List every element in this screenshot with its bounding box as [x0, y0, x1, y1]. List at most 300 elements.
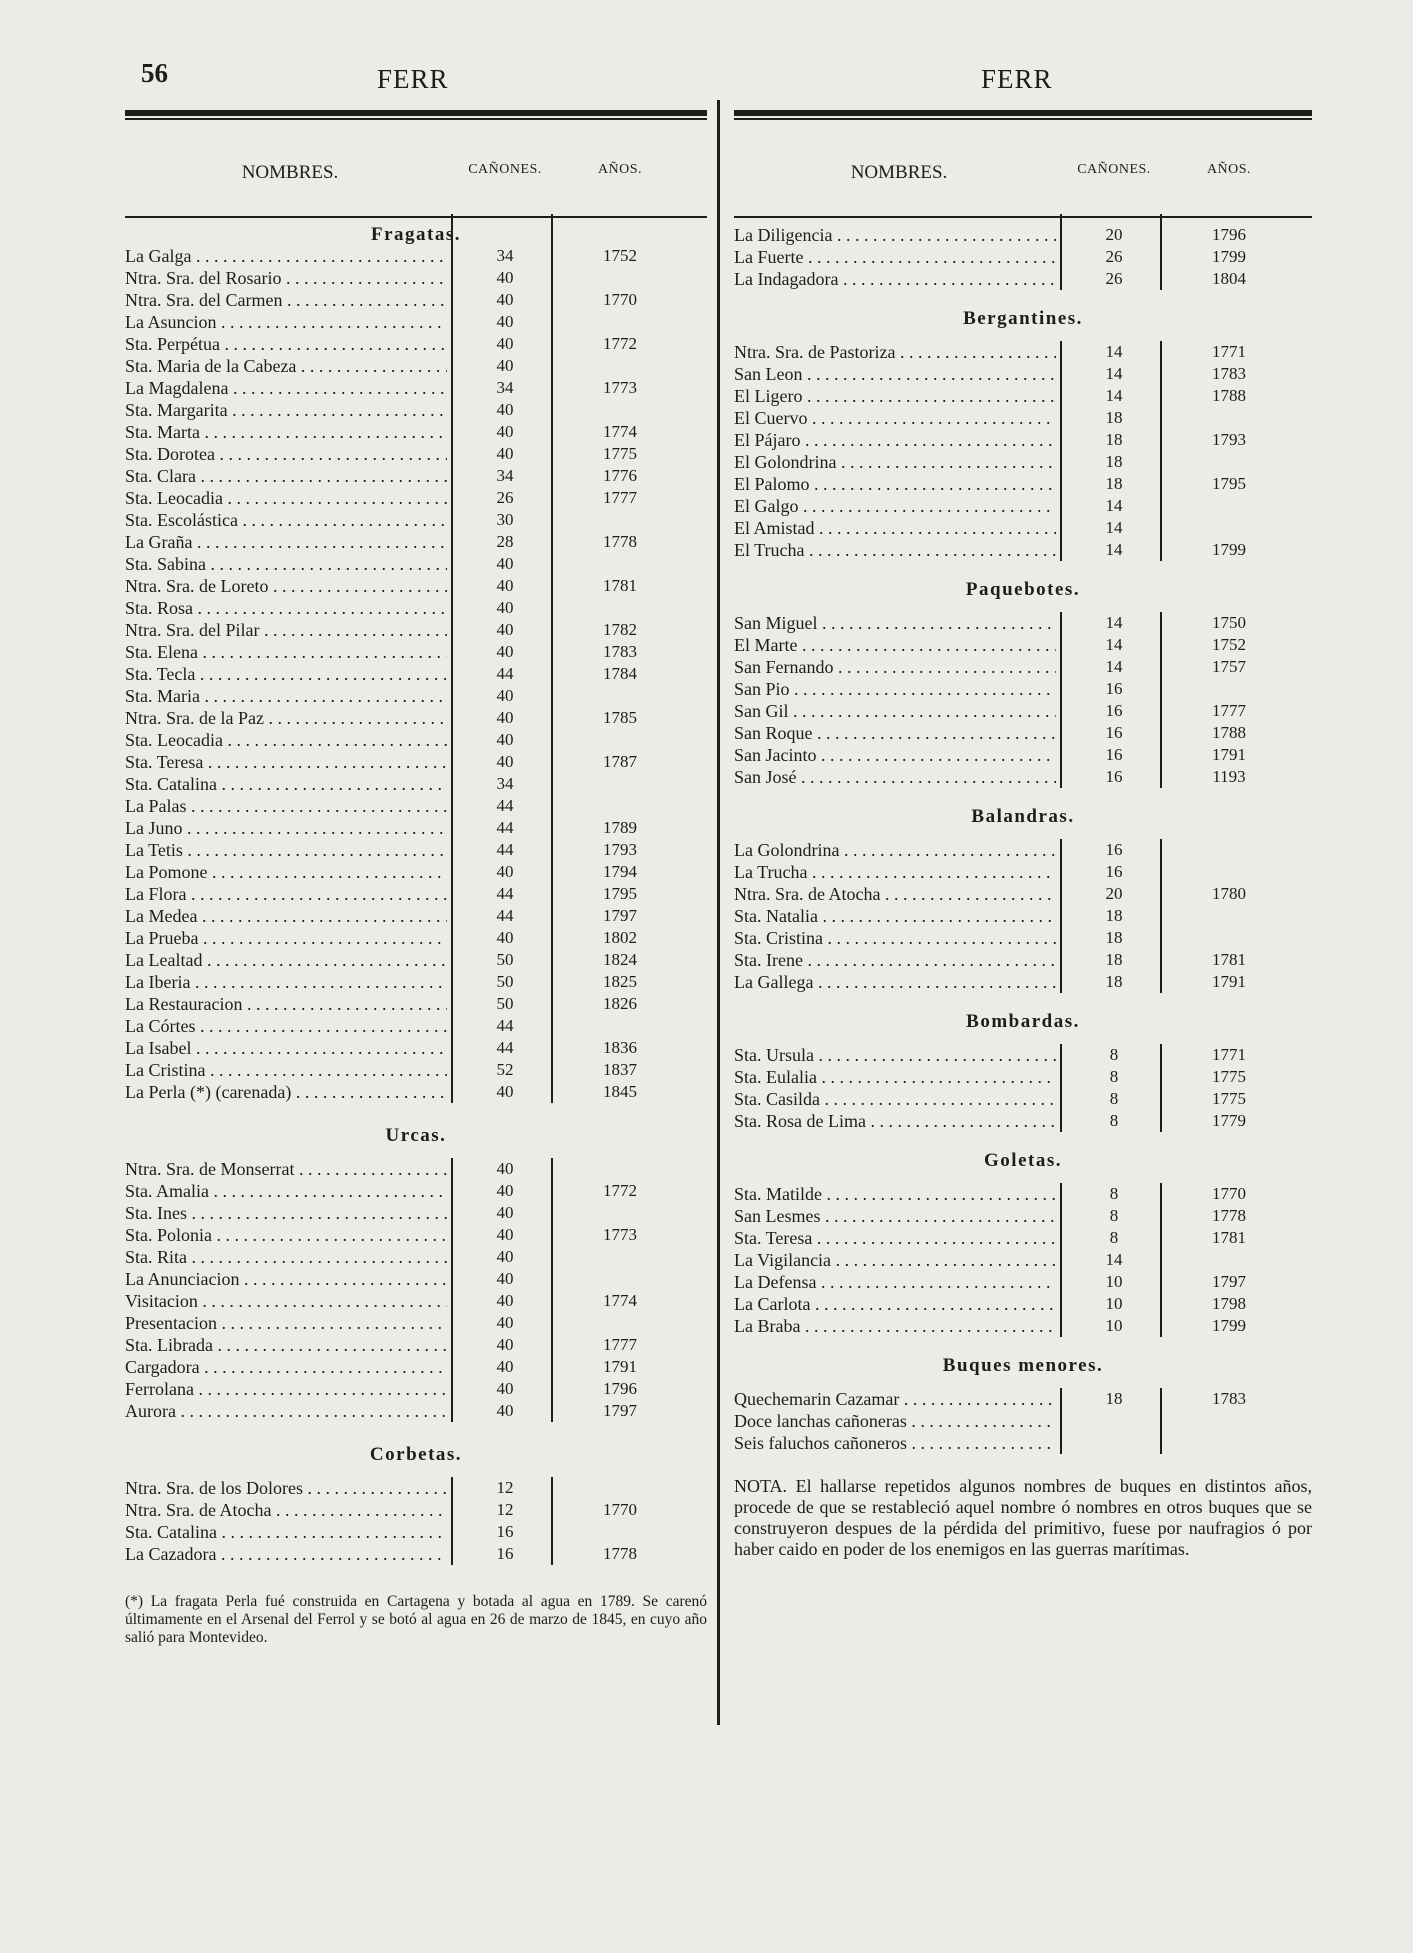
year: 1777	[1212, 701, 1246, 720]
ship-name: La Perla (*) (carenada) . . .	[125, 1081, 447, 1103]
ship-name: Sta. Clara . . .	[125, 465, 447, 487]
cannon-count: 40	[496, 1269, 514, 1288]
ship-name: Ferrolana . . .	[125, 1378, 447, 1400]
section-title: Bergantines.	[963, 308, 1083, 329]
year: 1193	[1212, 767, 1246, 786]
column-rule	[1160, 214, 1162, 290]
left-column	[125, 110, 707, 1647]
cannon-count: 44	[496, 1038, 514, 1057]
ship-name: Ntra. Sra. del Carmen . . .	[125, 289, 447, 311]
cannon-count: 40	[496, 752, 514, 771]
cannon-count: 40	[496, 1357, 514, 1376]
nota: NOTA. El hallarse repetidos algunos nombres de buques en distintos años, procede de que se restableció aquel nombre ó nombres en otros buques que se construyeron despues de la pérdida del primitivo, fuese por naufragios ó por haber caido en poder de los enemigos en las guerras marítimas.	[734, 1476, 1312, 1559]
ship-name: San Gil . . .	[734, 700, 1056, 722]
column-rule	[1060, 1044, 1062, 1132]
ship-name: La Restauracion . . .	[125, 993, 447, 1015]
table-row	[125, 619, 707, 641]
table-row	[734, 1410, 1312, 1432]
ship-name: Sta. Cristina . . .	[734, 927, 1056, 949]
cannon-count: 40	[496, 400, 514, 419]
header-cannons: CAÑONES.	[1077, 162, 1151, 177]
cannon-count: 26	[1105, 269, 1123, 288]
cannon-count: 40	[496, 730, 514, 749]
cannon-count: 40	[496, 1225, 514, 1244]
year: 1797	[1212, 1272, 1246, 1291]
ship-name: La Galga . . .	[125, 245, 447, 267]
table-row	[125, 245, 707, 267]
ship-name: Ntra. Sra. de la Paz . . .	[125, 707, 447, 729]
column-rule	[1060, 1183, 1062, 1337]
table-row	[125, 355, 707, 377]
table-row	[734, 1044, 1312, 1066]
table-row	[125, 1290, 707, 1312]
cannon-count: 44	[496, 818, 514, 837]
year: 1778	[1212, 1206, 1246, 1225]
table-row	[734, 1205, 1312, 1227]
table-row	[734, 634, 1312, 656]
ship-name: Sta. Polonia . . .	[125, 1224, 447, 1246]
year: 1770	[1212, 1184, 1246, 1203]
ship-name: La Tetis . . .	[125, 839, 447, 861]
ship-name: La Defensa . . .	[734, 1271, 1056, 1293]
year: 1780	[1212, 884, 1246, 903]
table-row	[125, 575, 707, 597]
cannon-count: 16	[1105, 679, 1123, 698]
section-title: Fragatas.	[370, 224, 461, 245]
ship-name: Sta. Natalia . . .	[734, 905, 1056, 927]
cannon-count: 52	[496, 1060, 514, 1079]
year: 1791	[603, 1357, 637, 1376]
year: 1750	[1212, 613, 1246, 632]
cannon-count: 14	[1105, 657, 1123, 676]
table-row	[734, 656, 1312, 678]
cannon-count: 10	[1105, 1316, 1123, 1335]
year: 1781	[1212, 950, 1246, 969]
section-title: Bombardas.	[966, 1011, 1080, 1032]
column-rule	[1160, 612, 1162, 788]
table-row	[125, 1477, 707, 1499]
year: 1825	[603, 972, 637, 991]
column-rule	[1160, 1183, 1162, 1337]
column-divider	[717, 100, 720, 1725]
cannon-count: 44	[496, 884, 514, 903]
table-row	[734, 539, 1312, 561]
cannon-count: 34	[496, 378, 514, 397]
cannon-count: 40	[496, 576, 514, 595]
table-row	[125, 1081, 707, 1103]
column-rule	[1160, 1044, 1162, 1132]
ship-name: Sta. Dorotea . . .	[125, 443, 447, 465]
section-title: Paquebotes.	[965, 579, 1081, 600]
table-row	[734, 385, 1312, 407]
cannon-count: 40	[496, 334, 514, 353]
table-row	[125, 1180, 707, 1202]
ship-name: Sta. Casilda . . .	[734, 1088, 1056, 1110]
cannon-count: 40	[496, 598, 514, 617]
cannon-count: 40	[496, 862, 514, 881]
ship-name: La Anunciacion . . .	[125, 1268, 447, 1290]
ship-name: Sta. Margarita . . .	[125, 399, 447, 421]
section-2	[125, 1444, 707, 1565]
table-row	[125, 751, 707, 773]
section-1	[734, 308, 1312, 561]
year: 1793	[603, 840, 637, 859]
ship-name: Sta. Elena . . .	[125, 641, 447, 663]
year: 1826	[603, 994, 637, 1013]
section-title: Buques menores.	[942, 1355, 1104, 1376]
year: 1793	[1212, 430, 1246, 449]
table-row	[734, 744, 1312, 766]
year: 1787	[603, 752, 637, 771]
table-row	[125, 267, 707, 289]
column-rule	[1160, 1388, 1162, 1454]
cannon-count: 14	[1105, 540, 1123, 559]
cannon-count: 14	[1105, 364, 1123, 383]
table-row	[125, 993, 707, 1015]
year: 1770	[603, 290, 637, 309]
cannon-count: 34	[496, 466, 514, 485]
ship-name: La Prueba . . .	[125, 927, 447, 949]
table-row	[734, 722, 1312, 744]
cannon-count: 40	[496, 290, 514, 309]
year: 1784	[603, 664, 637, 683]
ship-name: Sta. Rosa de Lima . . .	[734, 1110, 1056, 1132]
ship-name: La Diligencia . . .	[734, 224, 1056, 246]
ship-name: La Vigilancia . . .	[734, 1249, 1056, 1271]
table-row	[125, 949, 707, 971]
ship-name: Sta. Sabina . . .	[125, 553, 447, 575]
ship-name: Sta. Rosa . . .	[125, 597, 447, 619]
table-row	[125, 817, 707, 839]
table-row	[125, 377, 707, 399]
ship-name: San Miguel . . .	[734, 612, 1056, 634]
ship-name: El Trucha . . .	[734, 539, 1056, 561]
cannon-count: 18	[1105, 928, 1123, 947]
table-row	[734, 341, 1312, 363]
cannon-count: 44	[496, 664, 514, 683]
ship-name: Ntra. Sra. del Rosario . . .	[125, 267, 447, 289]
table-row	[734, 678, 1312, 700]
ship-name: Seis faluchos cañoneros . . .	[734, 1432, 1056, 1454]
table-row	[125, 509, 707, 531]
table-row	[125, 1037, 707, 1059]
cannon-count: 26	[1105, 247, 1123, 266]
table-row	[125, 597, 707, 619]
ship-name: La Fuerte . . .	[734, 246, 1056, 268]
ship-name: La Graña . . .	[125, 531, 447, 553]
year: 1796	[603, 1379, 637, 1398]
table-row	[734, 927, 1312, 949]
table-row	[125, 1158, 707, 1180]
cannon-count: 40	[496, 928, 514, 947]
table-row	[125, 971, 707, 993]
cannon-count: 8	[1109, 1067, 1119, 1086]
cannon-count: 18	[1105, 972, 1123, 991]
table-row	[125, 465, 707, 487]
cannon-count: 16	[1105, 701, 1123, 720]
table-row	[734, 451, 1312, 473]
column-rule	[1160, 341, 1162, 561]
table-row	[125, 685, 707, 707]
year: 1783	[1212, 364, 1246, 383]
page-number: 56	[141, 58, 168, 88]
ship-name: El Palomo . . .	[734, 473, 1056, 495]
ship-name: San Lesmes . . .	[734, 1205, 1056, 1227]
table-row	[125, 707, 707, 729]
ship-name: Sta. Amalia . . .	[125, 1180, 447, 1202]
year: 1771	[1212, 342, 1246, 361]
year: 1777	[603, 1335, 637, 1354]
year: 1795	[1212, 474, 1246, 493]
cannon-count: 16	[1105, 723, 1123, 742]
year: 1774	[603, 1291, 637, 1310]
cannon-count: 10	[1105, 1272, 1123, 1291]
cannon-count: 40	[496, 312, 514, 331]
ship-name: La Flora . . .	[125, 883, 447, 905]
year: 1752	[1212, 635, 1246, 654]
year: 1791	[1212, 745, 1246, 764]
cannon-count: 40	[496, 708, 514, 727]
ship-name: San José . . .	[734, 766, 1056, 788]
column-rule	[451, 1477, 453, 1565]
cannon-count: 14	[1105, 1250, 1123, 1269]
left-table-body	[125, 224, 707, 1565]
cannon-count: 20	[1105, 225, 1123, 244]
year: 1789	[603, 818, 637, 837]
header-years: AÑOS.	[597, 162, 643, 177]
ship-name: Ntra. Sra. de Atocha . . .	[734, 883, 1056, 905]
table-row	[734, 1315, 1312, 1337]
ship-name: Ntra. Sra. de los Dolores . . .	[125, 1477, 447, 1499]
year: 1775	[603, 444, 637, 463]
right-table-body	[734, 224, 1312, 1454]
cannon-count: 40	[496, 1181, 514, 1200]
year: 1770	[603, 1500, 637, 1519]
ship-name: La Gallega . . .	[734, 971, 1056, 993]
year: 1772	[603, 334, 637, 353]
cannon-count: 50	[496, 994, 514, 1013]
right-column	[734, 110, 1312, 1560]
table-row	[125, 1202, 707, 1224]
year: 1772	[603, 1181, 637, 1200]
ship-name: Sta. Ursula . . .	[734, 1044, 1056, 1066]
year: 1791	[1212, 972, 1246, 991]
table-row	[734, 407, 1312, 429]
ship-name: Sta. Teresa . . .	[125, 751, 447, 773]
table-row	[125, 1543, 707, 1565]
cannon-count: 40	[496, 1313, 514, 1332]
table-row	[734, 517, 1312, 539]
table-row	[734, 905, 1312, 927]
table-row	[125, 1356, 707, 1378]
year: 1779	[1212, 1111, 1246, 1130]
ship-name: La Medea . . .	[125, 905, 447, 927]
year: 1804	[1212, 269, 1246, 288]
cannon-count: 8	[1109, 1206, 1119, 1225]
ship-name: La Magdalena . . .	[125, 377, 447, 399]
year: 1795	[603, 884, 637, 903]
year: 1778	[603, 1544, 637, 1563]
ship-name: Sta. Catalina . . .	[125, 1521, 447, 1543]
year: 1774	[603, 422, 637, 441]
table-row	[125, 1246, 707, 1268]
table-row	[734, 883, 1312, 905]
ship-name: La Juno . . .	[125, 817, 447, 839]
year: 1782	[603, 620, 637, 639]
column-rule	[1060, 214, 1062, 290]
cannon-count: 44	[496, 840, 514, 859]
ship-name: Sta. Matilde . . .	[734, 1183, 1056, 1205]
cannon-count: 34	[496, 246, 514, 265]
year: 1781	[1212, 1228, 1246, 1247]
cannon-count: 40	[496, 642, 514, 661]
table-row	[125, 553, 707, 575]
ship-name: Ntra. Sra. de Pastoriza . . .	[734, 341, 1056, 363]
ship-name: Ntra. Sra. de Loreto . . .	[125, 575, 447, 597]
cannon-count: 40	[496, 686, 514, 705]
column-rule	[551, 214, 553, 1103]
ship-name: La Asuncion . . .	[125, 311, 447, 333]
table-row	[734, 1388, 1312, 1410]
ship-name: Sta. Escolástica . . .	[125, 509, 447, 531]
ship-name: Sta. Catalina . . .	[125, 773, 447, 795]
ship-name: El Marte . . .	[734, 634, 1056, 656]
year: 1771	[1212, 1045, 1246, 1064]
ship-name: La Iberia . . .	[125, 971, 447, 993]
table-row	[734, 1088, 1312, 1110]
table-row	[734, 246, 1312, 268]
ship-name: La Isabel . . .	[125, 1037, 447, 1059]
cannon-count: 34	[496, 774, 514, 793]
ship-name: Sta. Teresa . . .	[734, 1227, 1056, 1249]
cannon-count: 30	[496, 510, 514, 529]
ship-name: La Trucha . . .	[734, 861, 1056, 883]
cannon-count: 50	[496, 972, 514, 991]
cannon-count: 8	[1109, 1111, 1119, 1130]
cannon-count: 40	[496, 1203, 514, 1222]
section-4	[734, 1011, 1312, 1132]
table-row	[734, 861, 1312, 883]
cannon-count: 40	[496, 554, 514, 573]
cannon-count: 40	[496, 1335, 514, 1354]
left-running-header: FERR	[377, 64, 449, 94]
column-rule	[1060, 341, 1062, 561]
table-row	[734, 1271, 1312, 1293]
cannon-count: 14	[1105, 613, 1123, 632]
cannon-count: 44	[496, 1016, 514, 1035]
ship-name: La Lealtad . . .	[125, 949, 447, 971]
ship-name: Quechemarin Cazamar . . .	[734, 1388, 1056, 1410]
ship-name: Sta. Eulalia . . .	[734, 1066, 1056, 1088]
header-years: AÑOS.	[1206, 162, 1252, 177]
ship-name: Visitacion . . .	[125, 1290, 447, 1312]
cannon-count: 18	[1105, 906, 1123, 925]
cannon-count: 8	[1109, 1228, 1119, 1247]
table-row	[734, 363, 1312, 385]
ship-name: Sta. Maria de la Cabeza . . .	[125, 355, 447, 377]
year: 1775	[1212, 1089, 1246, 1108]
table-row	[125, 883, 707, 905]
column-rule	[1160, 839, 1162, 993]
table-row	[125, 1400, 707, 1422]
section-1	[125, 1125, 707, 1422]
table-row	[125, 1334, 707, 1356]
column-rule	[451, 1158, 453, 1422]
table-row	[734, 495, 1312, 517]
year: 1777	[603, 488, 637, 507]
cannon-count: 8	[1109, 1184, 1119, 1203]
cannon-count: 8	[1109, 1045, 1119, 1064]
year: 1773	[603, 1225, 637, 1244]
cannon-count: 14	[1105, 342, 1123, 361]
ship-name: Ntra. Sra. de Monserrat . . .	[125, 1158, 447, 1180]
ship-name: La Cristina . . .	[125, 1059, 447, 1081]
table-row	[734, 700, 1312, 722]
cannon-count: 16	[496, 1522, 514, 1541]
table-row	[125, 663, 707, 685]
header-names: NOMBRES.	[850, 162, 948, 183]
cannon-count: 26	[496, 488, 514, 507]
year: 1799	[1212, 540, 1246, 559]
ship-name: San Roque . . .	[734, 722, 1056, 744]
ship-name: Ntra. Sra. de Atocha . . .	[125, 1499, 447, 1521]
cannon-count: 40	[496, 444, 514, 463]
table-row	[734, 1110, 1312, 1132]
year: 1824	[603, 950, 637, 969]
cannon-count: 16	[1105, 767, 1123, 786]
ship-name: Sta. Maria . . .	[125, 685, 447, 707]
cannon-count: 40	[496, 1291, 514, 1310]
cannon-count: 16	[496, 1544, 514, 1563]
table-row	[734, 949, 1312, 971]
year: 1778	[603, 532, 637, 551]
column-rule	[551, 1158, 553, 1422]
table-row	[734, 429, 1312, 451]
table-row	[734, 268, 1312, 290]
year: 1837	[603, 1060, 637, 1079]
year: 1802	[603, 928, 637, 947]
cannon-count: 10	[1105, 1294, 1123, 1313]
table-row	[125, 1312, 707, 1334]
section-2	[734, 579, 1312, 788]
ship-name: La Palas . . .	[125, 795, 447, 817]
table-row	[734, 1227, 1312, 1249]
table-header	[734, 120, 1312, 218]
ship-name: Sta. Irene . . .	[734, 949, 1056, 971]
ship-name: Sta. Perpétua . . .	[125, 333, 447, 355]
year: 1796	[1212, 225, 1246, 244]
cannon-count: 40	[496, 356, 514, 375]
cannon-count: 16	[1105, 745, 1123, 764]
year: 1799	[1212, 1316, 1246, 1335]
year: 1788	[1212, 723, 1246, 742]
ship-name: La Golondrina . . .	[734, 839, 1056, 861]
cannon-count: 50	[496, 950, 514, 969]
ship-name: Sta. Leocadia . . .	[125, 487, 447, 509]
year: 1783	[1212, 1389, 1246, 1408]
ship-name: El Pájaro . . .	[734, 429, 1056, 451]
cannon-count: 14	[1105, 518, 1123, 537]
table-row	[734, 1432, 1312, 1454]
table-row	[125, 773, 707, 795]
table-row	[734, 839, 1312, 861]
section-5	[734, 1150, 1312, 1337]
table-row	[125, 641, 707, 663]
ship-name: Sta. Librada . . .	[125, 1334, 447, 1356]
cannon-count: 16	[1105, 840, 1123, 859]
table-row	[125, 1224, 707, 1246]
table-row	[125, 1378, 707, 1400]
